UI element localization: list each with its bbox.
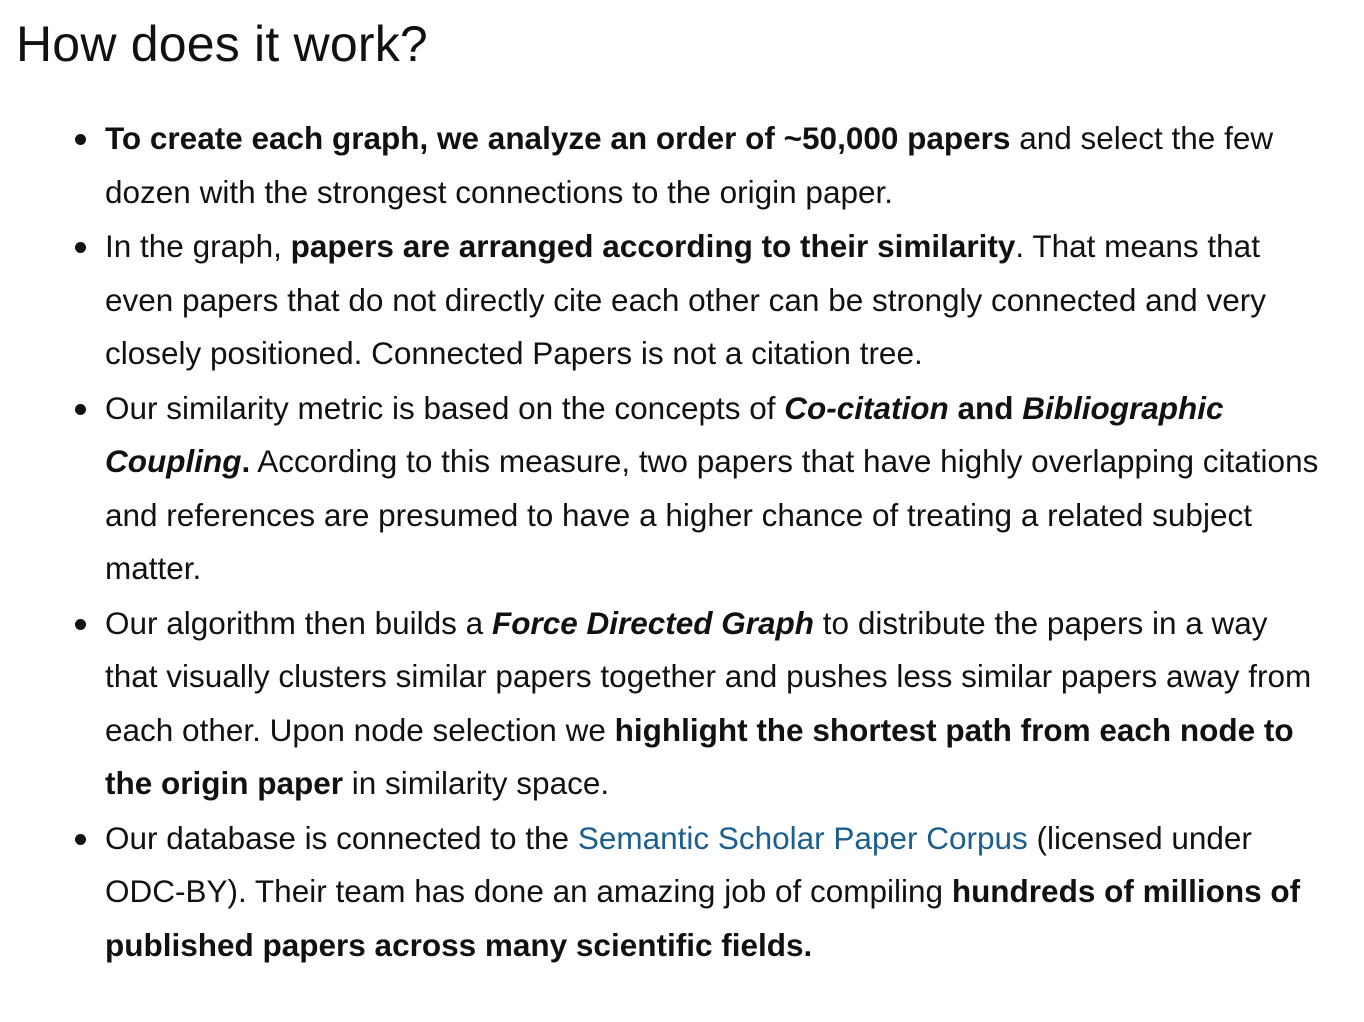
semantic-scholar-link[interactable]: Semantic Scholar Paper Corpus bbox=[577, 819, 1028, 856]
text: . That means that even papers that do not directly cite each other can be strongly connected and very closely positioned. Connected Papers is not a citation tree. bbox=[105, 228, 1266, 371]
bold-text: highlight the shortest path from each node to the origin paper bbox=[105, 711, 1294, 801]
text: to distribute the papers in a way that visually clusters similar papers together and pushes less similar papers away from each other. Upon node selection we bbox=[105, 604, 1312, 748]
bold-italic-text: Co-citation bbox=[784, 389, 949, 426]
text: and select the few dozen with the strongest connections to the origin paper. bbox=[105, 120, 1274, 210]
list-item-database bbox=[105, 812, 1324, 973]
bold-text: To create each graph, we analyze an order of ~50,000 papers bbox=[105, 120, 1011, 156]
list-item-algorithm bbox=[105, 597, 1324, 811]
section-heading: How does it work? bbox=[16, 16, 428, 72]
text: Our database is connected to the bbox=[105, 819, 578, 856]
text: In the graph, bbox=[105, 228, 291, 264]
bold-text: hundreds of millions of published papers across many scientific fields. bbox=[105, 873, 1301, 963]
bold-italic-text: Force Directed Graph bbox=[491, 604, 815, 641]
text: (licensed under ODC-BY). Their team has done an amazing job of compiling bbox=[105, 819, 1252, 909]
text: Our algorithm then builds a bbox=[105, 604, 492, 641]
bold-italic-text: Bibliographic Coupling bbox=[105, 389, 1224, 479]
explanation-list bbox=[16, 112, 1324, 972]
text: According to this measure, two papers that have highly overlapping citations and references are presumed to have a higher chance of treating a related subject matter. bbox=[105, 443, 1319, 586]
list-item-similarity-metric bbox=[105, 382, 1324, 596]
text: Our similarity metric is based on the concepts of bbox=[105, 389, 785, 426]
bold-text: papers are arranged according to their similarity bbox=[290, 228, 1016, 264]
bold-text: . bbox=[241, 443, 251, 479]
list-item-graph-creation bbox=[105, 112, 1324, 219]
list-item-similarity bbox=[105, 220, 1324, 381]
text: in similarity space. bbox=[343, 765, 610, 801]
bold-text: and bbox=[948, 389, 1023, 426]
